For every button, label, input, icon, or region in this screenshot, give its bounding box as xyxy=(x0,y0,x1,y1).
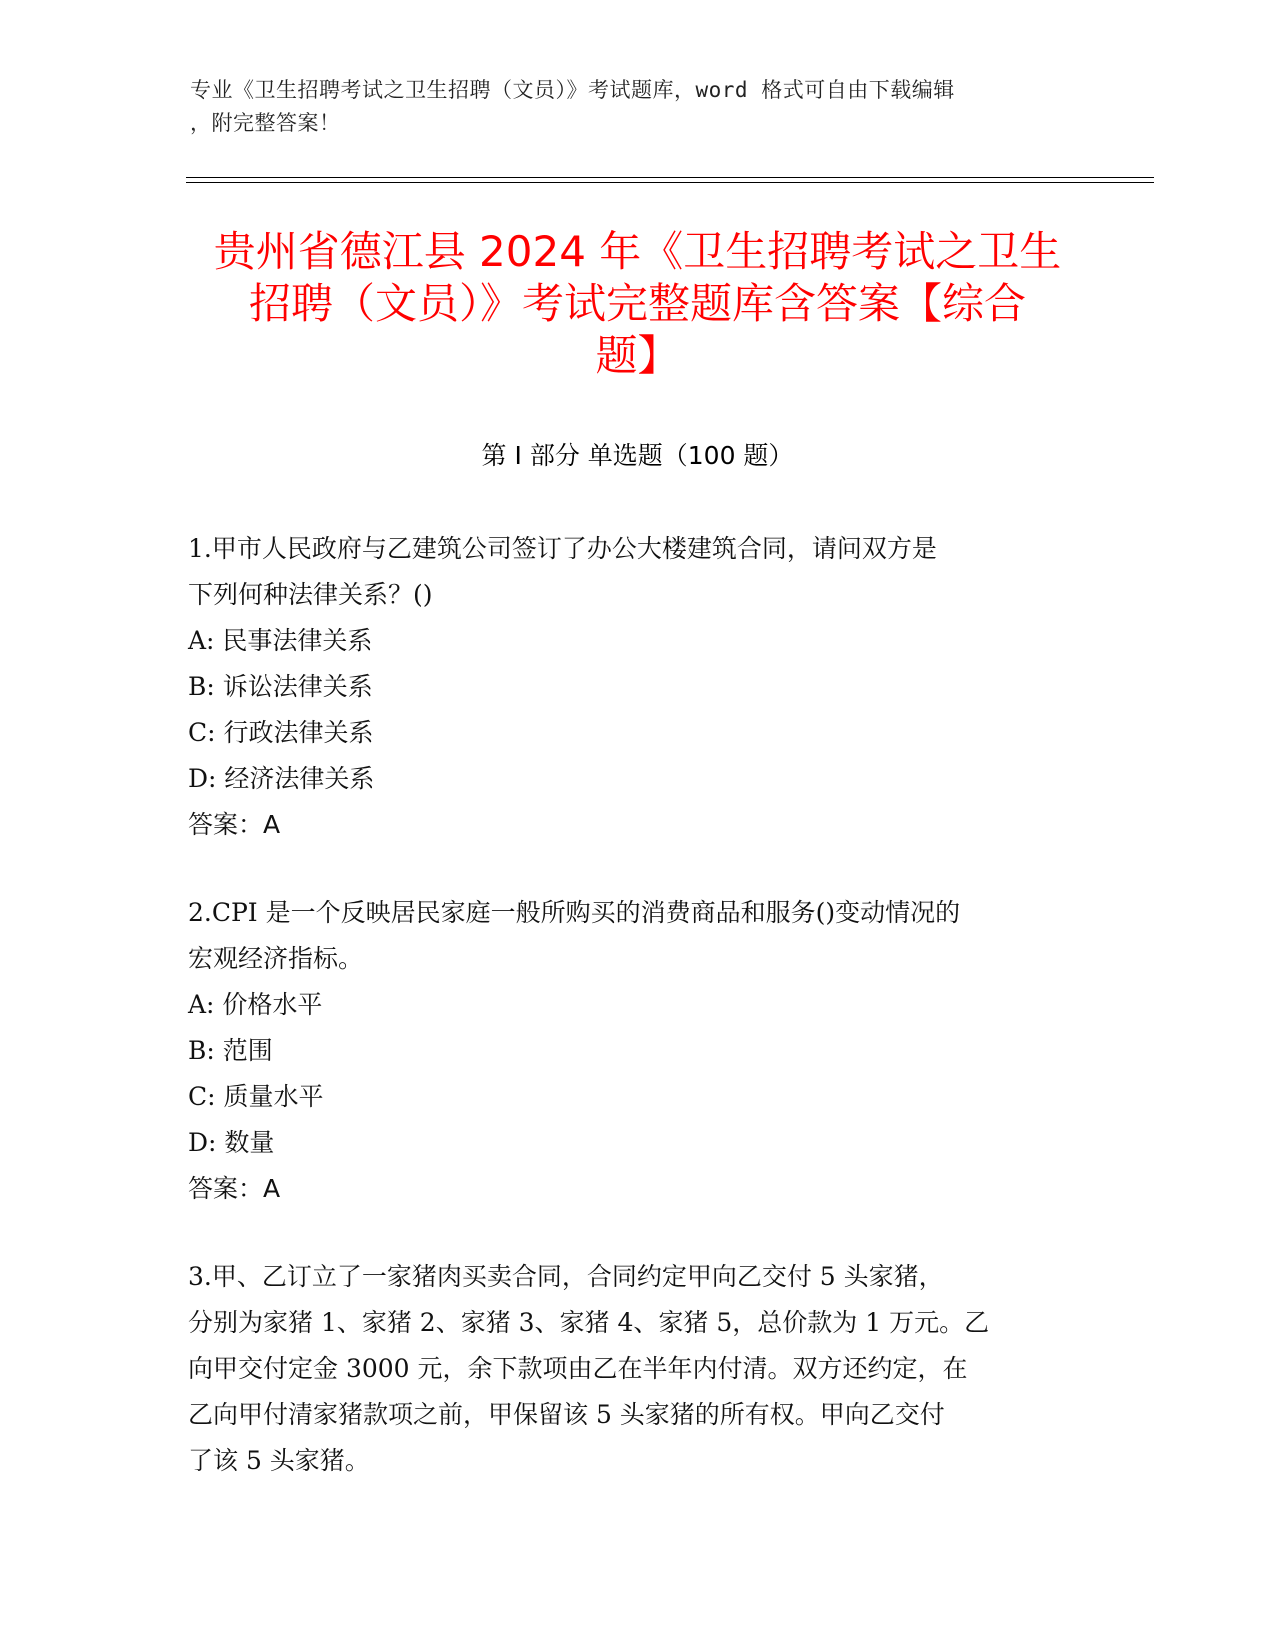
question-stem: 1.甲市人民政府与乙建筑公司签订了办公大楼建筑合同，请问双方是 xyxy=(188,534,937,563)
header-note xyxy=(190,74,1090,140)
option-c: C: 行政法律关系 xyxy=(188,718,374,747)
question-stem: 3.甲、乙订立了一家猪肉买卖合同，合同约定甲向乙交付 5 头家猪， xyxy=(188,1262,944,1291)
option-b: B: 范围 xyxy=(188,1036,273,1065)
answer-line: 答案：A xyxy=(188,810,281,839)
option-a: A: 价格水平 xyxy=(188,990,323,1019)
question-block xyxy=(188,890,1088,1212)
option-d: D: 数量 xyxy=(188,1128,275,1157)
section-heading: 第 I 部分 单选题（100 题） xyxy=(481,441,794,470)
question-stem: 下列何种法律关系？() xyxy=(188,580,433,609)
answer-line: 答案：A xyxy=(188,1174,281,1203)
title-line: 题】 xyxy=(595,331,680,380)
option-a: A: 民事法律关系 xyxy=(188,626,373,655)
title-line: 贵州省德江县 2024 年《卫生招聘考试之卫生 xyxy=(213,227,1062,276)
question-block xyxy=(188,1254,1088,1484)
header-note-line: ，附完整答案！ xyxy=(190,111,341,135)
header-note-line: 专业《卫生招聘考试之卫生招聘（文员）》考试题库，word 格式可自由下载编辑 xyxy=(190,78,955,102)
title-line: 招聘（文员）》考试完整题库含答案【综合 xyxy=(248,279,1026,328)
question-stem: 宏观经济指标。 xyxy=(188,944,364,973)
question-stem: 2.CPI 是一个反映居民家庭一般所购买的消费商品和服务()变动情况的 xyxy=(188,898,961,927)
option-c: C: 质量水平 xyxy=(188,1082,324,1111)
question-stem: 乙向甲付清家猪款项之前，甲保留该 5 头家猪的所有权。甲向乙交付 xyxy=(188,1400,945,1429)
header-divider xyxy=(186,177,1154,178)
question-stem: 了该 5 头家猪。 xyxy=(188,1446,370,1475)
option-d: D: 经济法律关系 xyxy=(188,764,375,793)
document-title xyxy=(180,226,1095,382)
question-stem: 分别为家猪 1、家猪 2、家猪 3、家猪 4、家猪 5，总价款为 1 万元。乙 xyxy=(188,1308,990,1337)
question-stem: 向甲交付定金 3000 元，余下款项由乙在半年内付清。双方还约定，在 xyxy=(188,1354,968,1383)
question-block xyxy=(188,526,1088,848)
header-divider xyxy=(186,182,1154,183)
option-b: B: 诉讼法律关系 xyxy=(188,672,373,701)
